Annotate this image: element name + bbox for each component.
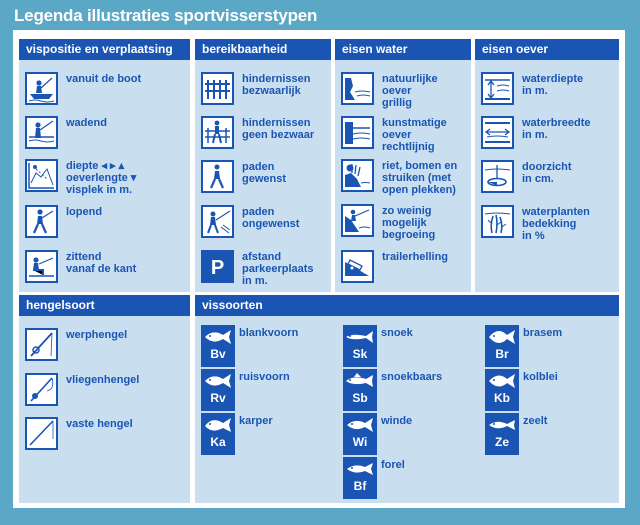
fish-abbr: Kb <box>494 391 510 405</box>
section-bereikbaarheid <box>195 39 331 292</box>
wading-angler-icon <box>25 116 58 149</box>
legend-label: vanuit de boot <box>66 73 142 85</box>
parking-icon <box>201 250 234 283</box>
fish-icon-kolblei <box>485 369 519 411</box>
section-header: bereikbaarheid <box>195 39 331 60</box>
fish-name: ruisvoorn <box>239 371 290 383</box>
little-vegetation-icon <box>341 204 374 237</box>
pole-rod-icon <box>25 417 58 450</box>
fish-name: karper <box>239 415 273 427</box>
legend-label: hindernissen bezwaarlijk <box>242 73 311 97</box>
section-eisen-oever <box>475 39 619 292</box>
fish-icon-zeelt <box>485 413 519 455</box>
fish-name: snoek <box>381 327 413 339</box>
legend-label: waterdiepte in m. <box>522 73 584 97</box>
legend-label: doorzicht in cm. <box>522 161 572 185</box>
section-header: vissoorten <box>195 295 619 316</box>
legend-label: riet, bomen en struiken (met open plekken) <box>382 160 458 196</box>
path-walker-icon <box>201 160 234 193</box>
section-hengelsoort <box>19 295 190 503</box>
natural-bank-icon <box>341 72 374 105</box>
svg-text:P: P <box>210 257 225 279</box>
fish-abbr: Ka <box>210 435 226 449</box>
legend-label: hindernissen geen bezwaar <box>242 117 315 141</box>
section-eisen-water <box>335 39 471 292</box>
fence-obstacle-icon <box>201 72 234 105</box>
fish-icon-karper <box>201 413 235 455</box>
legend-label: lopend <box>66 206 103 218</box>
fish-abbr: Bf <box>353 479 367 493</box>
fish-icon-snoek <box>343 325 377 367</box>
legend-label: afstand parkeerplaats in m. <box>242 251 314 287</box>
fish-name: brasem <box>523 327 563 339</box>
fishing-spot-depth-icon <box>25 159 58 192</box>
legend-label: vliegenhengel <box>66 374 140 386</box>
fish-name: forel <box>381 459 405 471</box>
section-header: eisen water <box>335 39 471 60</box>
fish-abbr: Sk <box>352 347 368 361</box>
fish-abbr: Br <box>495 347 509 361</box>
fish-name: winde <box>381 415 413 427</box>
water-depth-icon <box>481 72 514 105</box>
legend-label: paden ongewenst <box>242 206 300 230</box>
fish-name: zeelt <box>523 415 548 427</box>
fish-name: kolblei <box>523 371 558 383</box>
fish-name: blankvoorn <box>239 327 299 339</box>
no-path-icon <box>201 205 234 238</box>
section-header: vispositie en verplaatsing <box>19 39 190 60</box>
fish-icon-brasem <box>485 325 519 367</box>
trailer-ramp-icon <box>341 250 374 283</box>
water-plants-icon <box>481 205 514 238</box>
secchi-disk-icon <box>481 160 514 193</box>
fish-abbr: Ze <box>494 435 509 449</box>
fly-rod-icon <box>25 373 58 406</box>
artificial-bank-icon <box>341 116 374 149</box>
legend-label: trailerhelling <box>382 251 449 263</box>
fish-icon-snoekbaars <box>343 369 377 411</box>
legend-label: kunstmatige oever rechtlijnig <box>382 117 447 153</box>
casting-rod-icon <box>25 328 58 361</box>
legend-label: waterbreedte in m. <box>522 117 591 141</box>
water-width-icon <box>481 116 514 149</box>
fish-abbr: Rv <box>210 391 226 405</box>
walking-angler-icon <box>25 205 58 238</box>
legend-label: paden gewenst <box>242 161 287 185</box>
fish-icon-winde <box>343 413 377 455</box>
boat-angler-icon <box>25 72 58 105</box>
fish-icon-forel <box>343 457 377 499</box>
legend-label: werphengel <box>66 329 128 341</box>
fish-abbr: Bv <box>210 347 226 361</box>
section-header: hengelsoort <box>19 295 190 316</box>
fish-name: snoekbaars <box>381 371 443 383</box>
legend-label: wadend <box>66 117 107 129</box>
section-vissoorten <box>195 295 619 503</box>
legend-label: zittend vanaf de kant <box>66 251 137 275</box>
section-vispositie <box>19 39 190 292</box>
fish-icon-ruisvoorn <box>201 369 235 411</box>
sitting-angler-icon <box>25 250 58 283</box>
fish-abbr: Wi <box>352 435 368 449</box>
legend-panel <box>13 30 625 508</box>
legend-label: diepte ◂ ▸ ▴ oeverlengte ▾ visplek in m. <box>66 160 137 196</box>
section-header: eisen oever <box>475 39 619 60</box>
page-title: Legenda illustraties sportvisserstypen <box>14 6 318 25</box>
fish-icon-blankvoorn <box>201 325 235 367</box>
legend-label: zo weinig mogelijk begroeing <box>382 205 436 241</box>
legend-label: vaste hengel <box>66 418 133 430</box>
legend-label: natuurlijke oever grillig <box>382 73 438 109</box>
fence-passable-icon <box>201 116 234 149</box>
reeds-trees-icon <box>341 159 374 192</box>
fish-abbr: Sb <box>352 391 368 405</box>
legend-label: waterplanten bedekking in % <box>522 206 590 242</box>
